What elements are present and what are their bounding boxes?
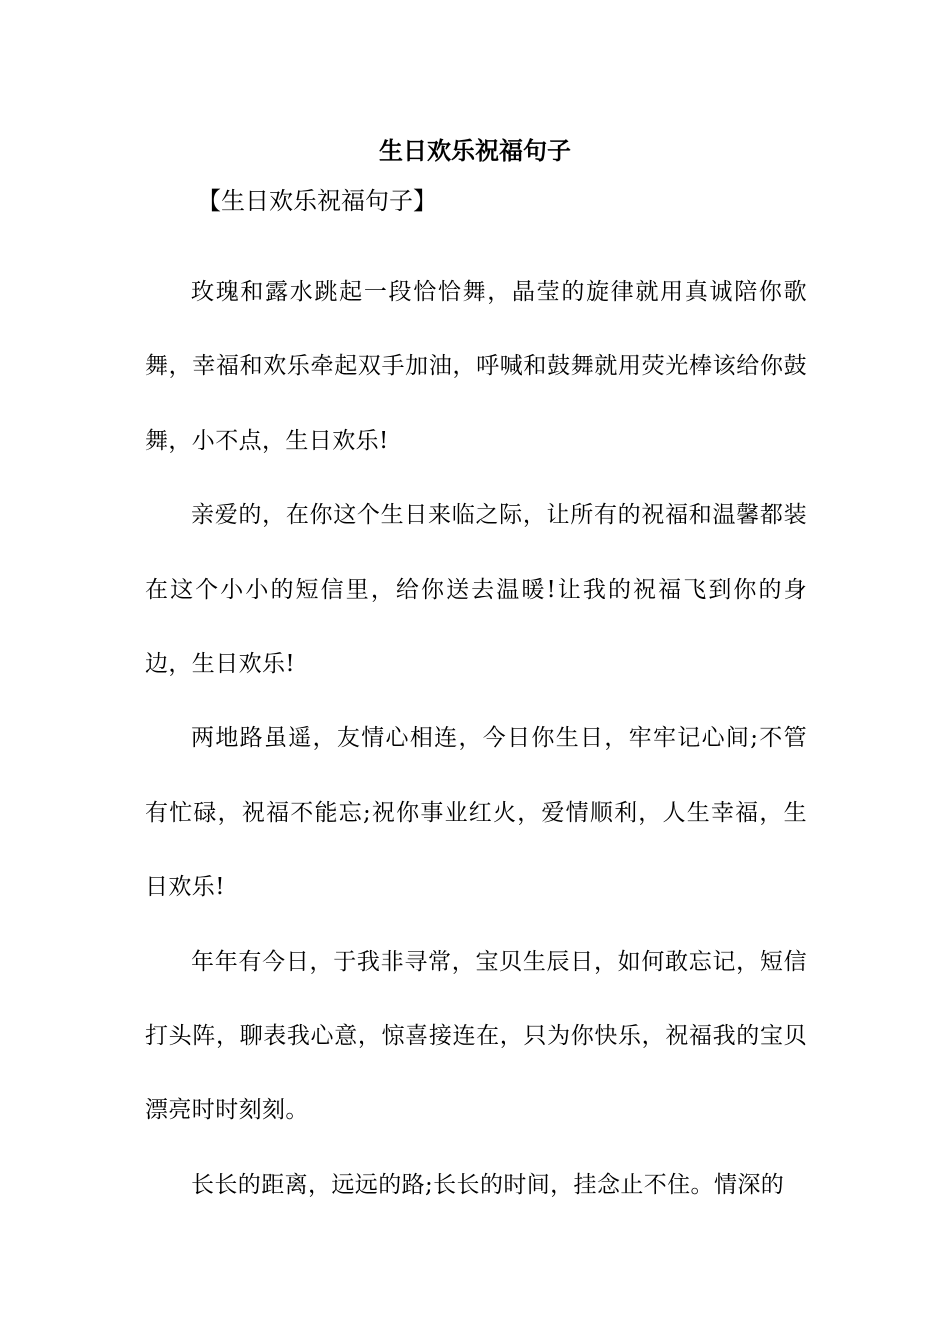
document-title: 生日欢乐祝福句子 (379, 137, 571, 165)
document-subheading: 【生日欢乐祝福句子】 (197, 187, 437, 215)
paragraph: 年年有今日，于我非寻常，宝贝生辰日，如何敢忘记，短信打头阵，聊表我心意，惊喜接连在，只为你快乐，祝福我的宝贝漂亮时时刻刻。 (145, 948, 807, 1124)
paragraph: 玫瑰和露水跳起一段恰恰舞，晶莹的旋律就用真诚陪你歌舞，幸福和欢乐牵起双手加油，呼喊和鼓舞就用荧光棒该给你鼓舞，小不点，生日欢乐! (145, 279, 807, 454)
paragraph: 长长的距离，远远的路;长长的时间，挂念止不住。情深的 (191, 1171, 785, 1198)
document-body (145, 255, 807, 1222)
paragraph: 亲爱的，在你这个生日来临之际，让所有的祝福和温馨都装在这个小小的短信里，给你送去温暖!让我的祝福飞到你的身边，生日欢乐! (145, 502, 807, 678)
paragraph: 两地路虽遥，友情心相连，今日你生日，牢牢记心间;不管有忙碌，祝福不能忘;祝你事业红火，爱情顺利，人生幸福，生日欢乐! (145, 725, 807, 901)
